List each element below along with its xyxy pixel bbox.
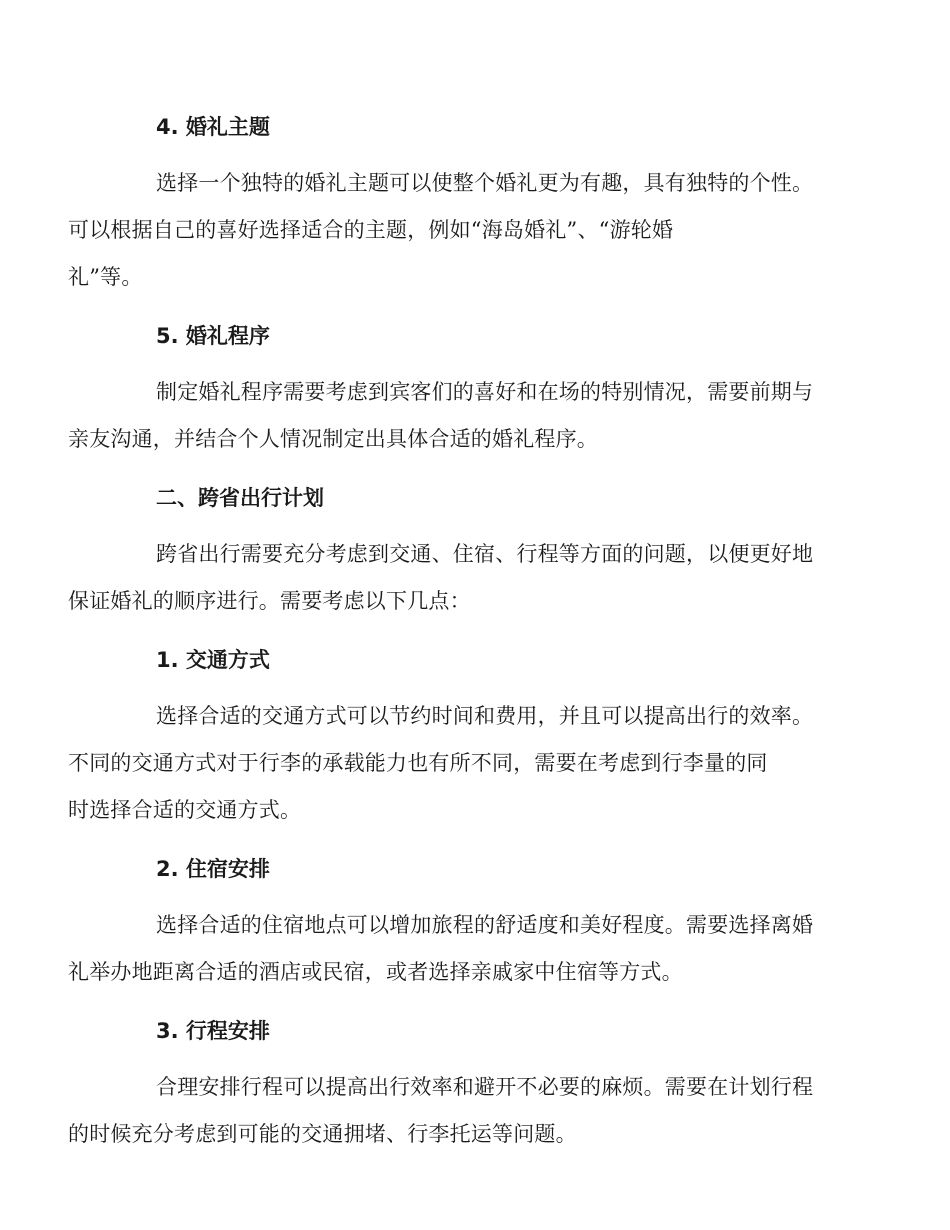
text-line: 选择合适的住宿地点可以增加旅程的舒适度和美好程度。需要选择离婚 xyxy=(156,913,814,937)
document-body xyxy=(68,108,832,1158)
text-line: 跨省出行需要充分考虑到交通、住宿、行程等方面的问题，以便更好地 xyxy=(156,542,814,566)
paragraph-itinerary xyxy=(68,1064,832,1158)
text-line: 选择一个独特的婚礼主题可以使整个婚礼更为有趣，具有独特的个性。 xyxy=(156,171,814,195)
text-line: 礼举办地距离合适的酒店或民宿，或者选择亲戚家中住宿等方式。 xyxy=(68,960,683,984)
section-heading-itinerary: 3. 行程安排 xyxy=(156,1019,270,1043)
paragraph-accommodation xyxy=(68,902,832,996)
text-line: 合理安排行程可以提高出行效率和避开不必要的麻烦。需要在计划行程 xyxy=(156,1075,814,1099)
text-line: 选择合适的交通方式可以节约时间和费用，并且可以提高出行的效率。 xyxy=(156,704,814,728)
paragraph-wedding-theme xyxy=(68,160,832,301)
text-line: 礼”等。 xyxy=(68,265,143,289)
text-line: 亲友沟通，并结合个人情况制定出具体合适的婚礼程序。 xyxy=(68,427,598,451)
paragraph-wedding-program xyxy=(68,369,832,463)
text-line: 不同的交通方式对于行李的承载能力也有所不同，需要在考虑到行李量的同 xyxy=(68,751,768,775)
section-heading-transport: 1. 交通方式 xyxy=(156,648,270,672)
section-heading-wedding-program: 5. 婚礼程序 xyxy=(156,324,270,348)
text-line: 保证婚礼的顺序进行。需要考虑以下几点： xyxy=(68,589,471,613)
text-line: 可以根据自己的喜好选择适合的主题，例如“海岛婚礼”、“游轮婚 xyxy=(68,218,674,242)
text-line: 时选择合适的交通方式。 xyxy=(68,798,302,822)
text-line: 的时候充分考虑到可能的交通拥堵、行李托运等问题。 xyxy=(68,1122,577,1146)
text-line: 制定婚礼程序需要考虑到宾客们的喜好和在场的特别情况，需要前期与 xyxy=(156,380,814,404)
section-heading-accommodation: 2. 住宿安排 xyxy=(156,857,270,881)
paragraph-transport xyxy=(68,693,832,834)
section-heading-wedding-theme: 4. 婚礼主题 xyxy=(156,115,270,139)
paragraph-travel-plan xyxy=(68,531,832,625)
section-heading-travel-plan: 二、跨省出行计划 xyxy=(156,486,324,510)
